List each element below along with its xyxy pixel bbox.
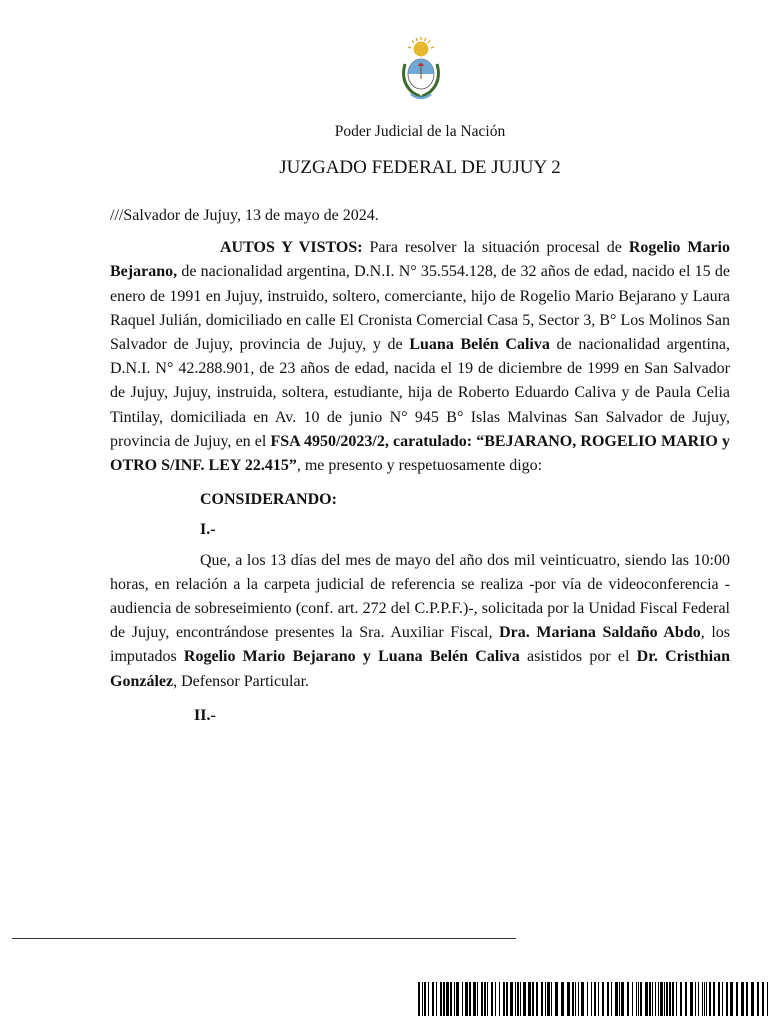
institution-header: Poder Judicial de la Nación [334, 123, 506, 140]
barcode-bar [726, 982, 728, 1016]
barcode-bar [581, 982, 584, 1016]
barcode-bar [503, 982, 505, 1016]
sun-icon [408, 37, 434, 57]
barcode-bar [638, 982, 639, 1016]
barcode-bar [545, 982, 546, 1016]
barcode-bar [473, 982, 476, 1016]
barcode-bar [594, 982, 596, 1016]
barcode-bar [484, 982, 486, 1016]
barcode-bar [551, 982, 552, 1016]
barcode-bar [495, 982, 496, 1016]
barcode-bar [591, 982, 592, 1016]
barcode-bar [640, 982, 642, 1016]
barcode-bar [432, 982, 434, 1016]
barcode-bar [510, 982, 513, 1016]
barcode-bar [672, 982, 674, 1016]
considerando-heading: CONSIDERANDO: [200, 491, 337, 509]
barcode-bar [491, 982, 493, 1016]
defender-name: Dr. Cristhian González [110, 648, 730, 690]
barcode-bar [506, 982, 508, 1016]
barcode-bar [702, 982, 703, 1016]
autos-text-3: de nacionalidad argentina, D.N.I. N° 42.288.901, de 23 años de edad, nacida el 19 de diciembre de 1999 en San Salvador de Jujuy, Jujuy, instruida, soltera, estudiante, hija de Roberto Eduardo Caliva y de Paula Celia Tintilay, domiciliada en Av. 10 de junio N° 945 B° Islas Malvinas San Salvador de Jujuy, provincia de Jujuy, en el [110, 336, 731, 450]
barcode-bar [746, 982, 748, 1016]
case-reference: FSA 4950/2023/2, caratulado: “BEJARANO, ROGELIO MARIO y OTRO S/INF. LEY 22.415” [110, 432, 731, 475]
barcode-bar [645, 982, 648, 1016]
barcode-bar [454, 982, 455, 1016]
autos-text-4: , me presento y respetuosamente digo: [296, 457, 543, 475]
barcode-bar [730, 982, 733, 1016]
barcode-bar [446, 982, 449, 1016]
barcode-bar [658, 982, 659, 1016]
barcode-bar [627, 982, 629, 1016]
barcode-bar [602, 982, 604, 1016]
barcode-bar [536, 982, 538, 1016]
barcode-bar [520, 982, 521, 1016]
barcode-bar [660, 982, 663, 1016]
barcode-bar [477, 982, 478, 1016]
barcode-bar [698, 982, 699, 1016]
barcode-bar [695, 982, 696, 1016]
barcode-bar [517, 982, 519, 1016]
barcode-bar [762, 982, 764, 1016]
barcode-bar [428, 982, 429, 1016]
barcode-bar [615, 982, 618, 1016]
barcode-bar [575, 982, 576, 1016]
barcode-bar [555, 982, 558, 1016]
barcode-bar [450, 982, 452, 1016]
barcode-bar [462, 982, 463, 1016]
barcode-bar [718, 982, 720, 1016]
fiscal-name: Dra. Mariana Saldaño Abdo [499, 624, 701, 642]
barcode-bar [547, 982, 550, 1016]
barcode-bar [572, 982, 574, 1016]
section-ii-heading: II.- [194, 706, 216, 724]
barcode-bar [632, 982, 633, 1016]
barcode-bar [541, 982, 543, 1016]
barcode-bar [528, 982, 531, 1016]
barcode-bar [607, 982, 609, 1016]
barcode-bar [436, 982, 437, 1016]
barcode-bar [561, 982, 564, 1016]
barcode-bar [440, 982, 442, 1016]
barcode-bar [443, 982, 445, 1016]
defendant-1-name: Rogelio Mario Bejarano, [110, 239, 730, 281]
barcode-bar [685, 982, 687, 1016]
barcode-bar [532, 982, 534, 1016]
barcode-bar [669, 982, 671, 1016]
barcode-bar [680, 982, 682, 1016]
barcode-bar [757, 982, 759, 1016]
barcode-bar [424, 982, 426, 1016]
document-barcode [418, 982, 768, 1016]
national-coat-of-arms-seal [396, 36, 446, 106]
barcode-bar [578, 982, 579, 1016]
barcode-bar [741, 982, 744, 1016]
para1-text-3: asistidos por el [519, 648, 637, 666]
para1-text-1: Que, a los 13 días del mes de mayo del año dos mil veinticuatro, siendo las 10:00 horas, en relación a la carpeta judicial de referencia se realiza -por vía de videoconferencia -audiencia de sobreseimiento (conf. art. 272 del C.P.P.F.)-, solicitada por la Unidad Fiscal Federal de Jujuy, encontrándose presentes la Sra. Auxiliar Fiscal, [110, 551, 730, 642]
barcode-bar [487, 982, 488, 1016]
autos-label: AUTOS Y VISTOS: [220, 239, 363, 257]
barcode-bar [418, 982, 420, 1016]
barcode-bar [567, 982, 570, 1016]
barcode-bar [736, 982, 738, 1016]
barcode-bar [456, 982, 459, 1016]
barcode-bar [652, 982, 653, 1016]
court-title: JUZGADO FEDERAL DE JUJUY 2 [279, 157, 561, 178]
barcode-bar [690, 982, 693, 1016]
barcode-bar [751, 982, 754, 1016]
defendants-names: Rogelio Mario Bejarano y Luana Belén Caliva [183, 648, 520, 666]
barcode-bar [664, 982, 665, 1016]
dateline: ///Salvador de Jujuy, 13 de mayo de 2024. [110, 207, 379, 224]
autos-y-vistos-paragraph [110, 236, 730, 478]
footer-rule [12, 938, 516, 939]
barcode-bar [655, 982, 656, 1016]
barcode-bar [587, 982, 588, 1016]
barcode-bar [515, 982, 516, 1016]
para1-text-4: , Defensor Particular. [173, 672, 310, 690]
barcode-bar [706, 982, 707, 1016]
barcode-bar [621, 982, 624, 1016]
barcode-bar [676, 982, 677, 1016]
barcode-bar [469, 982, 471, 1016]
section-i-paragraph [110, 549, 730, 694]
autos-text-1: Para resolver la situación procesal de [362, 239, 629, 257]
barcode-bar [619, 982, 620, 1016]
resolution-body [110, 204, 730, 728]
barcode-bar [422, 982, 423, 1016]
barcode-bar [611, 982, 612, 1016]
barcode-bar [649, 982, 651, 1016]
barcode-bar [499, 982, 500, 1016]
defendant-2-name: Luana Belén Caliva [409, 336, 550, 354]
barcode-bar [666, 982, 668, 1016]
barcode-bar [709, 982, 711, 1016]
barcode-bar [636, 982, 637, 1016]
section-i-heading: I.- [200, 521, 216, 539]
autos-text-2: de nacionalidad argentina, D.N.I. N° 35.554.128, de 32 años de edad, nacido el 15 de enero de 1991 en Jujuy, instruido, soltero, comerciante, hijo de Rogelio Mario Bejarano y Laura Raquel Julián, domiciliado en calle El Cronista Comercial Casa 5, Sector 3, B° Los Molinos San Salvador de Jujuy, provincia de Jujuy, y de [110, 263, 730, 354]
barcode-bar [598, 982, 599, 1016]
barcode-bar [523, 982, 526, 1016]
barcode-bar [465, 982, 468, 1016]
barcode-bar [704, 982, 705, 1016]
barcode-bar [713, 982, 715, 1016]
barcode-bar [481, 982, 483, 1016]
barcode-bar [722, 982, 723, 1016]
para1-text-2: , los imputados [110, 624, 730, 666]
